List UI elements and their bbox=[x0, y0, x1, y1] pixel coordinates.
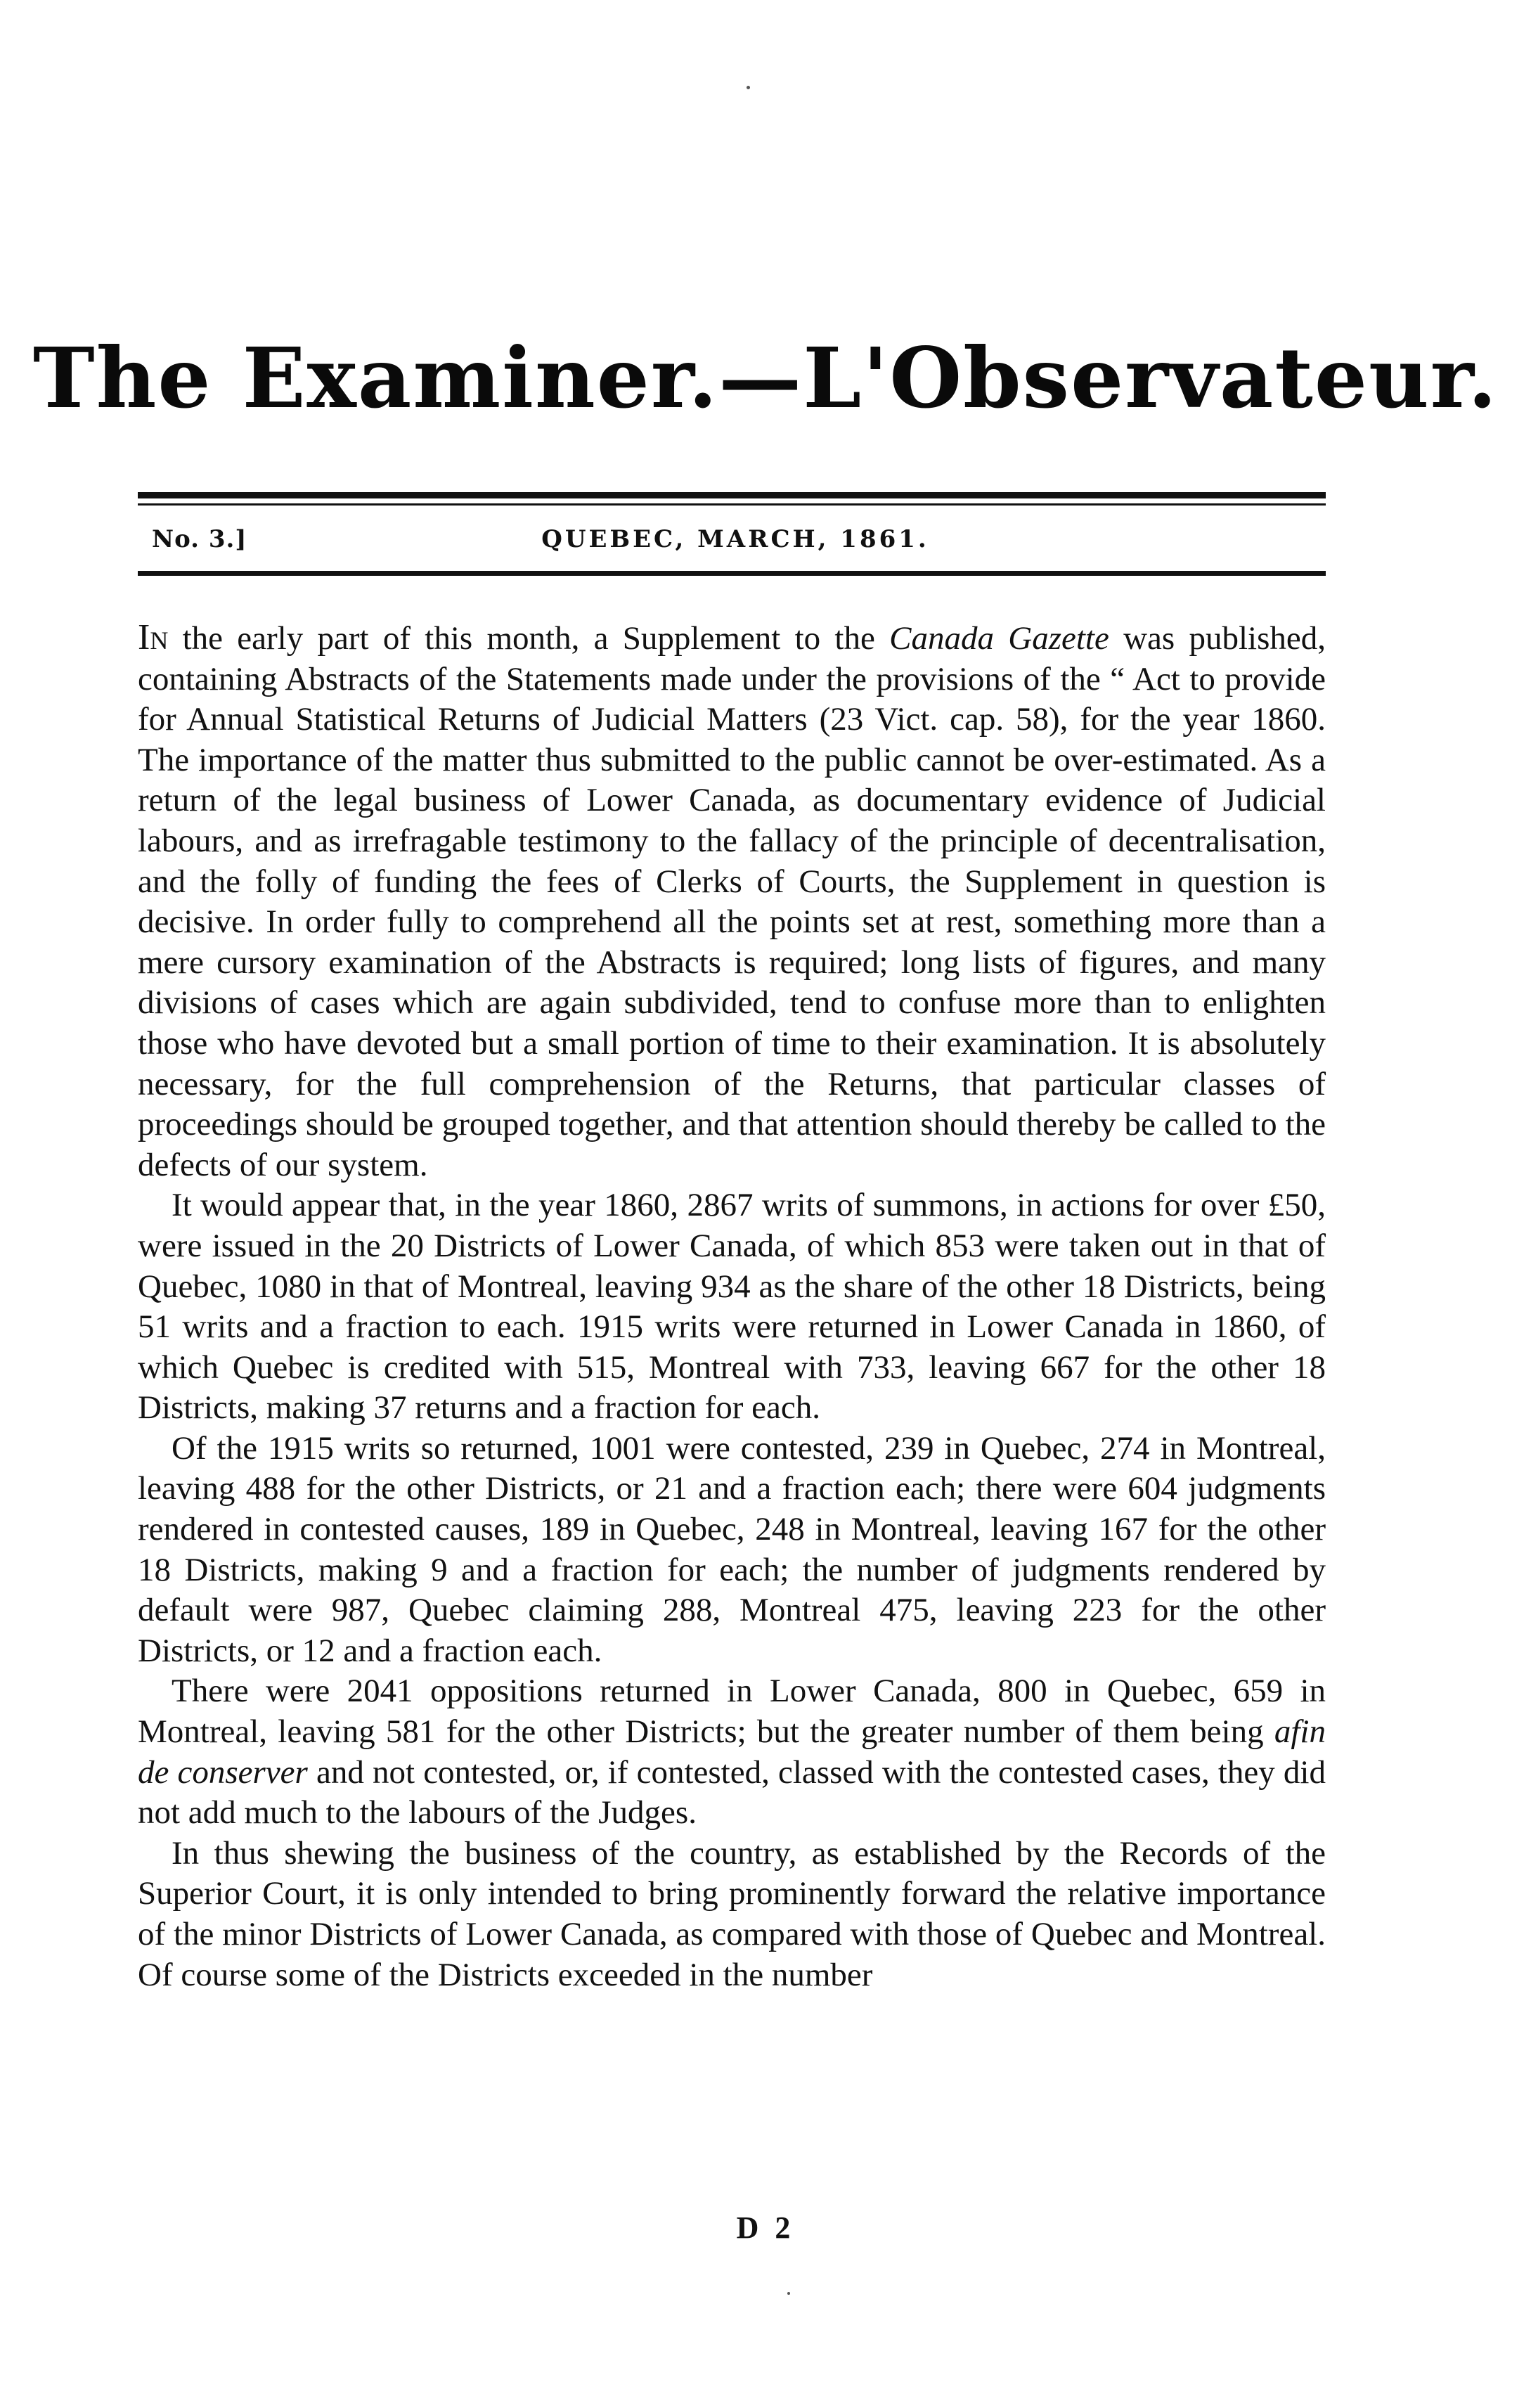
article-paragraph bbox=[138, 1671, 1326, 1833]
bottom-rule bbox=[138, 571, 1326, 576]
italic-phrase: Canada Gazette bbox=[889, 620, 1109, 657]
paragraph-text: There were 2041 oppositions returned in Lower Canada, 800 in Quebec, 659 in Montreal, leaving 581 for the other Districts; but the greater number of them being bbox=[138, 1673, 1326, 1751]
article-paragraph: It would appear that, in the year 1860, 2867 writs of summons, in actions for over £50, were issued in the 20 Districts of Lower Canada, of which 853 were taken out in that of Quebec, 1080 in that of Montreal, leaving 934 as the share of the other 18 Districts, being 51 writs and a fraction to each. 1915 writs were returned in Lower Canada in 1860, of which Quebec is credited with 515, Montreal with 733, leaving 667 for the other 18 Districts, making 37 returns and a fraction for each. bbox=[138, 1187, 1326, 1427]
masthead-title: The Examiner.—L'Observateur. bbox=[32, 329, 1499, 427]
article-paragraph: Of the 1915 writs so returned, 1001 were contested, 239 in Quebec, 274 in Montreal, leaving 488 for the other Districts, or 21 and a fraction each; there were 604 judgments rendered in contested causes, 189 in Quebec, 248 in Montreal, leaving 167 for the other 18 Districts, making 9 and a fraction for each; the number of judgments rendered by default were 987, Quebec claiming 288, Montreal 475, leaving 223 for the other Districts, or 12 and a fraction each. bbox=[138, 1429, 1326, 1669]
stray-dot bbox=[747, 86, 750, 89]
paragraph-text: the early part of this month, a Supplement to the bbox=[168, 620, 890, 657]
article-paragraph: In thus shewing the business of the country, as established by the Records of the Superior Court, it is only intended to bring prominently forward the relative importance of the minor Districts of Lower Canada, as compared with those of Quebec and Montreal. Of course some of the Districts exceeded in the number bbox=[138, 1834, 1326, 1993]
paragraph-text: and not contested, or, if contested, classed with the contested cases, they did not add much to the labours of the Judges. bbox=[138, 1753, 1326, 1831]
dateline bbox=[138, 522, 1326, 557]
issue-number: No. 3.] bbox=[152, 525, 247, 553]
top-rule-thick bbox=[138, 492, 1326, 498]
stray-dot bbox=[787, 2292, 790, 2295]
place-date: QUEBEC, MARCH, 1861. bbox=[541, 525, 929, 553]
article-paragraph bbox=[138, 617, 1326, 1185]
paragraph-initial: In bbox=[138, 617, 169, 657]
italic-phrase: afin de conserver bbox=[138, 1713, 1326, 1791]
article-body bbox=[138, 617, 1326, 1995]
page-signature: D 2 bbox=[736, 2210, 795, 2245]
top-rule-thin bbox=[138, 503, 1326, 506]
paragraph-text: was published, containing Abstracts of the Statements made under the provisions of the “ Act to provide for Annual Statistical Returns of Judicial Matters (23 Vict. cap. 58), for the year 1860. The importance of the matter thus submitted to the public cannot be over-estimated. As a return of the legal business of Lower Canada, as documentary evidence of Judicial labours, and as irrefragable testimony to the fallacy of the principle of decentralisation, and the folly of funding the fees of Clerks of Courts, the Supplement in question is decisive. In order fully to comprehend all the points set at rest, something more than a mere cursory examination of the Abstracts is required; long lists of figures, and many divisions of cases which are again subdivided, tend to confuse more than to enlighten those who have devoted but a small portion of time to their examination. It is absolutely necessary, for the full comprehension of the Returns, that particular classes of proceedings should be grouped together, and that attention should thereby be called to the defects of our system. bbox=[138, 620, 1326, 1183]
